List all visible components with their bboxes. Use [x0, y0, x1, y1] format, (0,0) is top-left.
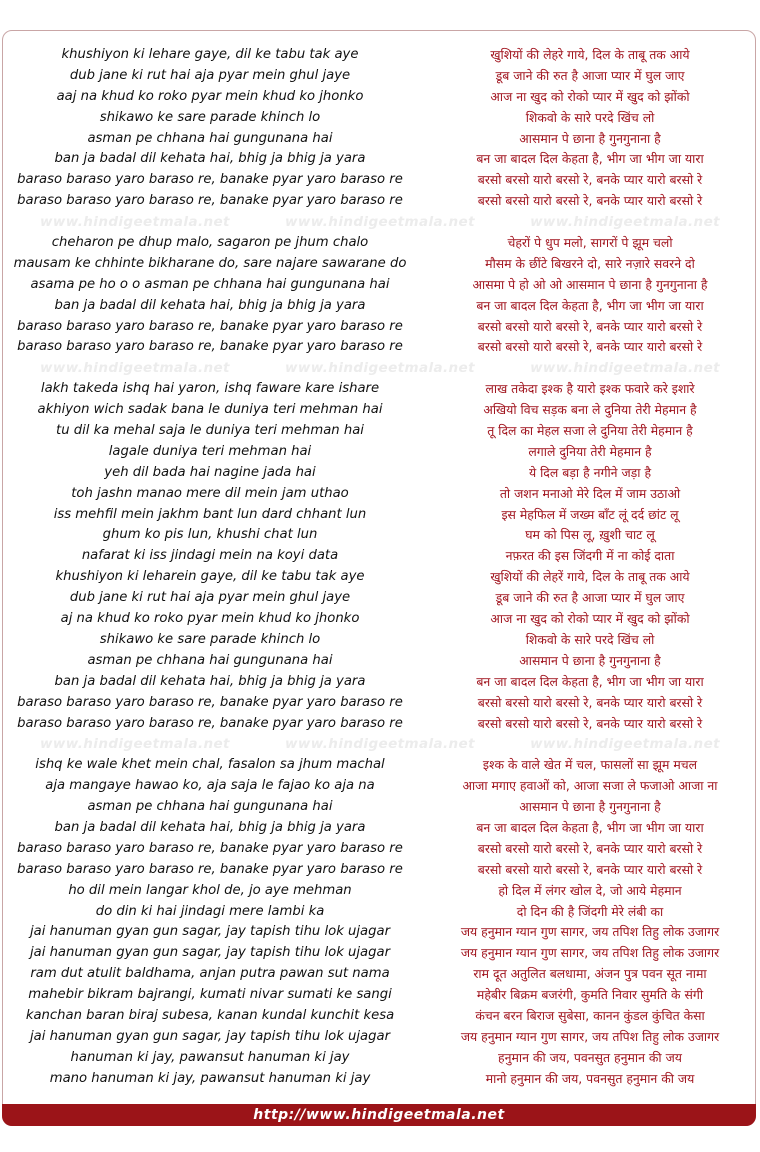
- lyric-hindi: बरसो बरसो यारो बरसो रे, बनके प्यार यारो बरसो रे: [477, 172, 703, 188]
- lyric-english: ghum ko pis lun, khushi chat lun: [102, 527, 318, 543]
- lyric-line: [0, 776, 760, 797]
- lyric-english: ho dil mein langar khol de, jo aye mehman: [68, 882, 352, 898]
- lyric-english: asman pe chhana hai gungunana hai: [87, 799, 333, 815]
- watermark-row: [0, 734, 760, 755]
- lyric-english: baraso baraso yaro baraso re, banake pyar yaro baraso re: [17, 172, 403, 188]
- lyric-english: dub jane ki rut hai aja pyar mein ghul jaye: [69, 590, 351, 606]
- lyric-hindi: मानो हनुमान की जय, पवनसुत हनुमान की जय: [485, 1070, 695, 1086]
- lyric-hindi: महेबीर बिक्रम बजरंगी, कुमति निवार सुमति के संगी: [476, 987, 704, 1003]
- lyric-english: asman pe chhana hai gungunana hai: [87, 652, 333, 668]
- lyric-line: [0, 400, 760, 421]
- lyric-hindi: लगाले दुनिया तेरी मेहमान है: [528, 443, 652, 459]
- lyric-hindi: बरसो बरसो यारो बरसो रे, बनके प्यार यारो बरसो रे: [477, 694, 703, 710]
- lyric-line: [0, 442, 760, 463]
- lyric-english: mano hanuman ki jay, pawansut hanuman ki jay: [49, 1070, 371, 1086]
- lyric-english: tu dil ka mehal saja le duniya teri mehman hai: [56, 423, 364, 439]
- lyric-hindi: चेहरों पे धुप मलो, सागरों पे झूम चलो: [507, 235, 673, 251]
- lyric-line: [0, 630, 760, 651]
- lyric-line: [0, 860, 760, 881]
- watermark-text: www.hindigeetmala.net: [530, 214, 720, 231]
- lyric-line: [0, 546, 760, 567]
- lyric-hindi: आसमान पे छाना है गुनगुनाना है: [519, 130, 661, 146]
- lyric-english: mausam ke chhinte bikharane do, sare najare sawarane do: [13, 255, 407, 271]
- lyric-line: [0, 881, 760, 902]
- lyric-hindi: घम को पिस लू, ख़ुशी चाट लू: [525, 527, 655, 543]
- lyric-english: toh jashn manao mere dil mein jam uthao: [71, 485, 349, 501]
- lyric-hindi: बन जा बादल दिल केहता है, भीग जा भीग जा यारा: [476, 673, 704, 689]
- lyric-english: baraso baraso yaro baraso re, banake pyar yaro baraso re: [17, 339, 403, 355]
- lyric-line: [0, 922, 760, 943]
- lyric-hindi: बरसो बरसो यारो बरसो रे, बनके प्यार यारो बरसो रे: [477, 339, 703, 355]
- lyric-english: baraso baraso yaro baraso re, banake pyar yaro baraso re: [17, 840, 403, 856]
- watermark-row: [0, 212, 760, 233]
- lyric-hindi: अखियो विच सड़क बना ले दुनिया तेरी मेहमान है: [483, 402, 697, 418]
- lyric-hindi: बन जा बादल दिल केहता है, भीग जा भीग जा यारा: [476, 297, 704, 313]
- lyric-line: [0, 839, 760, 860]
- lyric-hindi: शिकवो के सारे परदे खिंच लो: [525, 631, 655, 647]
- lyric-hindi: ये दिल बड़ा है नगीने जड़ा है: [528, 464, 652, 480]
- lyric-line: [0, 129, 760, 150]
- lyric-hindi: मौसम के छींटे बिखरने दो, सारे नज़ारे सवरने दो: [485, 255, 695, 271]
- lyric-english: cheharon pe dhup malo, sagaron pe jhum chalo: [51, 235, 369, 251]
- lyric-line: [0, 1048, 760, 1069]
- lyric-line: [0, 233, 760, 254]
- lyric-line: [0, 149, 760, 170]
- lyric-line: [0, 463, 760, 484]
- watermark-text: www.hindigeetmala.net: [530, 360, 720, 377]
- lyric-line: [0, 902, 760, 923]
- lyric-hindi: लाख तकेदा इश्क है यारो इश्क फवारे करे इशारे: [485, 381, 695, 397]
- lyric-english: akhiyon wich sadak bana le duniya teri mehman hai: [37, 402, 383, 418]
- lyric-line: [0, 66, 760, 87]
- lyric-english: iss mehfil mein jakhm bant lun dard chhant lun: [53, 506, 367, 522]
- lyric-english: baraso baraso yaro baraso re, banake pyar yaro baraso re: [17, 694, 403, 710]
- lyric-hindi: बरसो बरसो यारो बरसो रे, बनके प्यार यारो बरसो रे: [477, 861, 703, 877]
- lyric-hindi: जय हनुमान ग्यान गुण सागर, जय तपिश तिहु लोक उजागर: [460, 1028, 720, 1044]
- lyric-hindi: बरसो बरसो यारो बरसो रे, बनके प्यार यारो बरसो रे: [477, 840, 703, 856]
- lyric-line: [0, 755, 760, 776]
- lyric-line: [0, 943, 760, 964]
- lyric-line: [0, 484, 760, 505]
- lyric-english: aaj na khud ko roko pyar mein khud ko jhonko: [56, 88, 364, 104]
- lyric-english: jai hanuman gyan gun sagar, jay tapish tihu lok ujagar: [29, 1028, 391, 1044]
- lyric-english: lagale duniya teri mehman hai: [108, 443, 312, 459]
- lyric-english: ban ja badal dil kehata hai, bhig ja bhig ja yara: [54, 297, 366, 313]
- watermark-text: www.hindigeetmala.net: [285, 214, 475, 231]
- lyric-line: [0, 191, 760, 212]
- lyric-english: khushiyon ki lehare gaye, dil ke tabu tak aye: [61, 47, 359, 62]
- lyric-line: [0, 379, 760, 400]
- lyric-line: [0, 45, 760, 66]
- lyric-english: aja mangaye hawao ko, aja saja le fajao ko aja na: [45, 778, 375, 794]
- lyric-line: [0, 651, 760, 672]
- lyric-english: shikawo ke sare parade khinch lo: [99, 109, 321, 125]
- lyric-line: [0, 964, 760, 985]
- lyric-english: lakh takeda ishq hai yaron, ishq faware kare ishare: [40, 381, 380, 397]
- lyric-line: [0, 609, 760, 630]
- lyric-hindi: आजा मगाए हवाओं को, आजा सजा ले फजाओ आजा ना: [462, 778, 718, 794]
- lyric-line: [0, 985, 760, 1006]
- lyric-english: mahebir bikram bajrangi, kumati nivar sumati ke sangi: [28, 987, 392, 1003]
- lyric-line: [0, 714, 760, 735]
- lyric-english: ban ja badal dil kehata hai, bhig ja bhig ja yara: [54, 151, 366, 167]
- lyric-hindi: जय हनुमान ग्यान गुण सागर, जय तपिश तिहु लोक उजागर: [460, 924, 720, 940]
- lyric-hindi: नफ़रत की इस जिंदगी में ना कोई दाता: [505, 548, 675, 564]
- watermark-row: [0, 358, 760, 379]
- lyric-hindi: डूब जाने की रुत है आजा प्यार में घुल जाए: [495, 67, 685, 83]
- lyric-hindi: राम दूत अतुलित बलधामा, अंजन पुत्र पवन सूत नामा: [473, 966, 707, 982]
- lyric-hindi: बरसो बरसो यारो बरसो रे, बनके प्यार यारो बरसो रे: [477, 715, 703, 731]
- lyric-english: hanuman ki jay, pawansut hanuman ki jay: [70, 1049, 350, 1065]
- lyric-hindi: कंचन बरन बिराज सुबेसा, कानन कुंडल कुंचित केसा: [475, 1007, 705, 1023]
- lyric-line: [0, 87, 760, 108]
- lyric-english: asman pe chhana hai gungunana hai: [87, 130, 333, 146]
- lyric-line: [0, 275, 760, 296]
- lyric-line: [0, 1069, 760, 1090]
- lyric-hindi: डूब जाने की रुत है आजा प्यार में घुल जाए: [495, 590, 685, 606]
- lyric-english: dub jane ki rut hai aja pyar mein ghul jaye: [69, 67, 351, 83]
- lyric-hindi: खुशियों की लेहरें गाये, दिल के ताबू तक आये: [490, 569, 690, 585]
- lyric-line: [0, 797, 760, 818]
- lyric-hindi: तू दिल का मेहल सजा ले दुनिया तेरी मेहमान है: [487, 423, 693, 439]
- lyric-line: [0, 254, 760, 275]
- lyric-line: [0, 317, 760, 338]
- lyric-english: baraso baraso yaro baraso re, banake pyar yaro baraso re: [17, 318, 403, 334]
- lyric-line: [0, 672, 760, 693]
- lyric-line: [0, 505, 760, 526]
- lyric-line: [0, 296, 760, 317]
- watermark-text: www.hindigeetmala.net: [40, 736, 230, 753]
- lyric-hindi: आसमान पे छाना है गुनगुनाना है: [519, 652, 661, 668]
- lyric-line: [0, 421, 760, 442]
- lyric-hindi: आसमान पे छाना है गुनगुनाना है: [519, 799, 661, 815]
- watermark-text: www.hindigeetmala.net: [530, 736, 720, 753]
- lyric-english: ram dut atulit baldhama, anjan putra pawan sut nama: [30, 966, 390, 982]
- lyric-english: asama pe ho o o asman pe chhana hai gungunana hai: [30, 276, 390, 292]
- lyric-english: jai hanuman gyan gun sagar, jay tapish tihu lok ujagar: [29, 945, 391, 961]
- lyric-line: [0, 588, 760, 609]
- lyric-hindi: हो दिल में लंगर खोल दे, जो आये मेहमान: [498, 882, 682, 898]
- lyric-hindi: शिकवो के सारे परदे खिंच लो: [525, 109, 655, 125]
- lyric-english: do din ki hai jindagi mere lambi ka: [95, 903, 325, 919]
- lyric-hindi: बरसो बरसो यारो बरसो रे, बनके प्यार यारो बरसो रे: [477, 318, 703, 334]
- lyrics-body: [0, 45, 760, 1090]
- lyric-line: [0, 525, 760, 546]
- lyric-hindi: इश्क के वाले खेत में चल, फासलों सा झूम मचल: [482, 757, 698, 773]
- lyric-hindi: बरसो बरसो यारो बरसो रे, बनके प्यार यारो बरसो रे: [477, 193, 703, 209]
- footer-url[interactable]: http://www.hindigeetmala.net: [2, 1104, 756, 1126]
- lyric-hindi: आज ना खुद को रोको प्यार में खुद को झोंको: [490, 88, 690, 104]
- lyric-hindi: इस मेहफिल में जख्म बाँट लूं दर्द छांट लू: [501, 506, 679, 522]
- lyric-line: [0, 170, 760, 191]
- lyric-hindi: बन जा बादल दिल केहता है, भीग जा भीग जा यारा: [476, 819, 704, 835]
- lyric-english: jai hanuman gyan gun sagar, jay tapish tihu lok ujagar: [29, 924, 391, 940]
- lyric-hindi: हनुमान की जय, पवनसुत हनुमान की जय: [498, 1049, 682, 1065]
- lyric-hindi: तो जशन मनाओ मेरे दिल में जाम उठाओ: [499, 485, 681, 501]
- lyric-english: kanchan baran biraj subesa, kanan kundal kunchit kesa: [25, 1007, 395, 1023]
- watermark-text: www.hindigeetmala.net: [40, 360, 230, 377]
- lyric-english: ban ja badal dil kehata hai, bhig ja bhig ja yara: [54, 819, 366, 835]
- watermark-text: www.hindigeetmala.net: [40, 214, 230, 231]
- lyric-line: [0, 567, 760, 588]
- lyric-english: baraso baraso yaro baraso re, banake pyar yaro baraso re: [17, 861, 403, 877]
- lyric-english: shikawo ke sare parade khinch lo: [99, 631, 321, 647]
- lyric-line: [0, 818, 760, 839]
- lyric-english: baraso baraso yaro baraso re, banake pyar yaro baraso re: [17, 193, 403, 209]
- lyric-hindi: दो दिन की है जिंदगी मेरे लंबी का: [516, 903, 664, 919]
- lyric-english: yeh dil bada hai nagine jada hai: [104, 464, 316, 480]
- lyric-english: ishq ke wale khet mein chal, fasalon sa jhum machal: [35, 757, 385, 773]
- lyric-hindi: जय हनुमान ग्यान गुण सागर, जय तपिश तिहु लोक उजागर: [460, 945, 720, 961]
- lyric-hindi: आज ना खुद को रोको प्यार में खुद को झोंको: [490, 611, 690, 627]
- watermark-text: www.hindigeetmala.net: [285, 736, 475, 753]
- lyric-line: [0, 337, 760, 358]
- lyric-hindi: बन जा बादल दिल केहता है, भीग जा भीग जा यारा: [476, 151, 704, 167]
- lyric-english: aj na khud ko roko pyar mein khud ko jhonko: [60, 611, 360, 627]
- lyric-line: [0, 1006, 760, 1027]
- lyric-line: [0, 693, 760, 714]
- lyric-line: [0, 108, 760, 129]
- lyric-hindi: खुशियों की लेहरे गाये, दिल के ताबू तक आये: [490, 47, 690, 62]
- lyric-english: khushiyon ki leharein gaye, dil ke tabu tak aye: [55, 569, 365, 585]
- lyric-english: ban ja badal dil kehata hai, bhig ja bhig ja yara: [54, 673, 366, 689]
- lyric-english: nafarat ki iss jindagi mein na koyi data: [81, 548, 339, 564]
- lyric-hindi: आसमा पे हो ओ ओ आसमान पे छाना है गुनगुनाना है: [472, 276, 708, 292]
- watermark-text: www.hindigeetmala.net: [285, 360, 475, 377]
- lyric-line: [0, 1027, 760, 1048]
- lyric-english: baraso baraso yaro baraso re, banake pyar yaro baraso re: [17, 715, 403, 731]
